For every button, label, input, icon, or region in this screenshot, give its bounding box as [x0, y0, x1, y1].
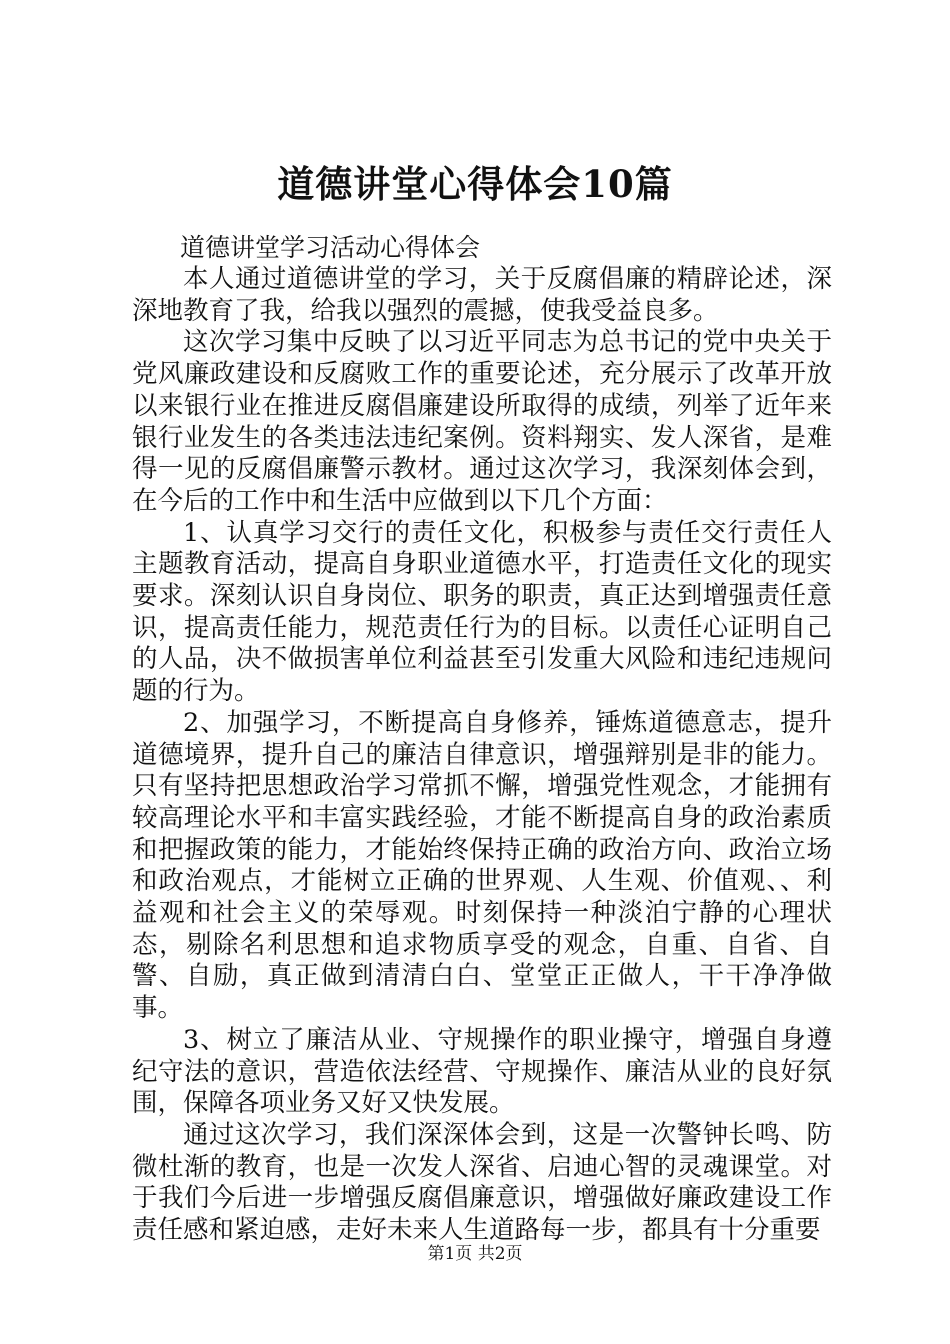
paragraph-summary: 这次学习集中反映了以习近平同志为总书记的党中央关于党风廉政建设和反腐败工作的重要论述，充分展示了改革开放以来银行业在推进反腐倡廉建设所取得的成绩，列举了近年来银行业发生的各类违法违纪案例。资料翔实、发人深省，是难得一见的反腐倡廉警示教材。通过这次学习，我深刻体会到，在今后的工作中和生活中应做到以下几个方面： — [132, 327, 832, 516]
page-number-footer: 第1页 共2页 — [427, 1244, 523, 1264]
paragraph-point-3: 3、树立了廉洁从业、守规操作的职业操守，增强自身遵纪守法的意识，营造依法经营、守规操作、廉洁从业的良好氛围，保障各项业务又好又快发展。 — [132, 1024, 832, 1119]
paragraph-point-1: 1、认真学习交行的责任文化，积极参与责任交行责任人主题教育活动，提高自身职业道德水平，打造责任文化的现实要求。深刻认识自身岗位、职务的职责，真正达到增强责任意识，提高责任能力，规范责任行为的目标。以责任心证明自己的人品，决不做损害单位利益甚至引发重大风险和违纪违规问题的行为。 — [132, 517, 832, 707]
document-subtitle: 道德讲堂学习活动心得体会 — [180, 233, 481, 262]
paragraph-conclusion: 通过这次学习，我们深深体会到，这是一次警钟长鸣、防微杜渐的教育，也是一次发人深省、启迪心智的灵魂课堂。对于我们今后进一步增强反腐倡廉意识，增强做好廉政建设工作责任感和紧迫感，走好未来人生道路每一步，都具有十分重要 — [132, 1119, 832, 1246]
paragraph-point-2: 2、加强学习，不断提高自身修养，锤炼道德意志，提升道德境界，提升自己的廉洁自律意识，增强辩别是非的能力。只有坚持把思想政治学习常抓不懈，增强党性观念，才能拥有较高理论水平和丰富实践经验，才能不断提高自身的政治素质和把握政策的能力，才能始终保持正确的政治方向、政治立场和政治观点，才能树立正确的世界观、人生观、价值观、、利益观和社会主义的荣辱观。时刻保持一种淡泊宁静的心理状态，剔除名利思想和追求物质享受的观念，自重、自省、自警、自励，真正做到清清白白、堂堂正正做人，干干净净做事。 — [132, 707, 832, 1024]
document-title: 道德讲堂心得体会10篇 — [277, 162, 673, 206]
document-body — [132, 264, 832, 1247]
paragraph-intro: 本人通过道德讲堂的学习，关于反腐倡廉的精辟论述，深深地教育了我，给我以强烈的震撼，使我受益良多。 — [132, 264, 832, 326]
